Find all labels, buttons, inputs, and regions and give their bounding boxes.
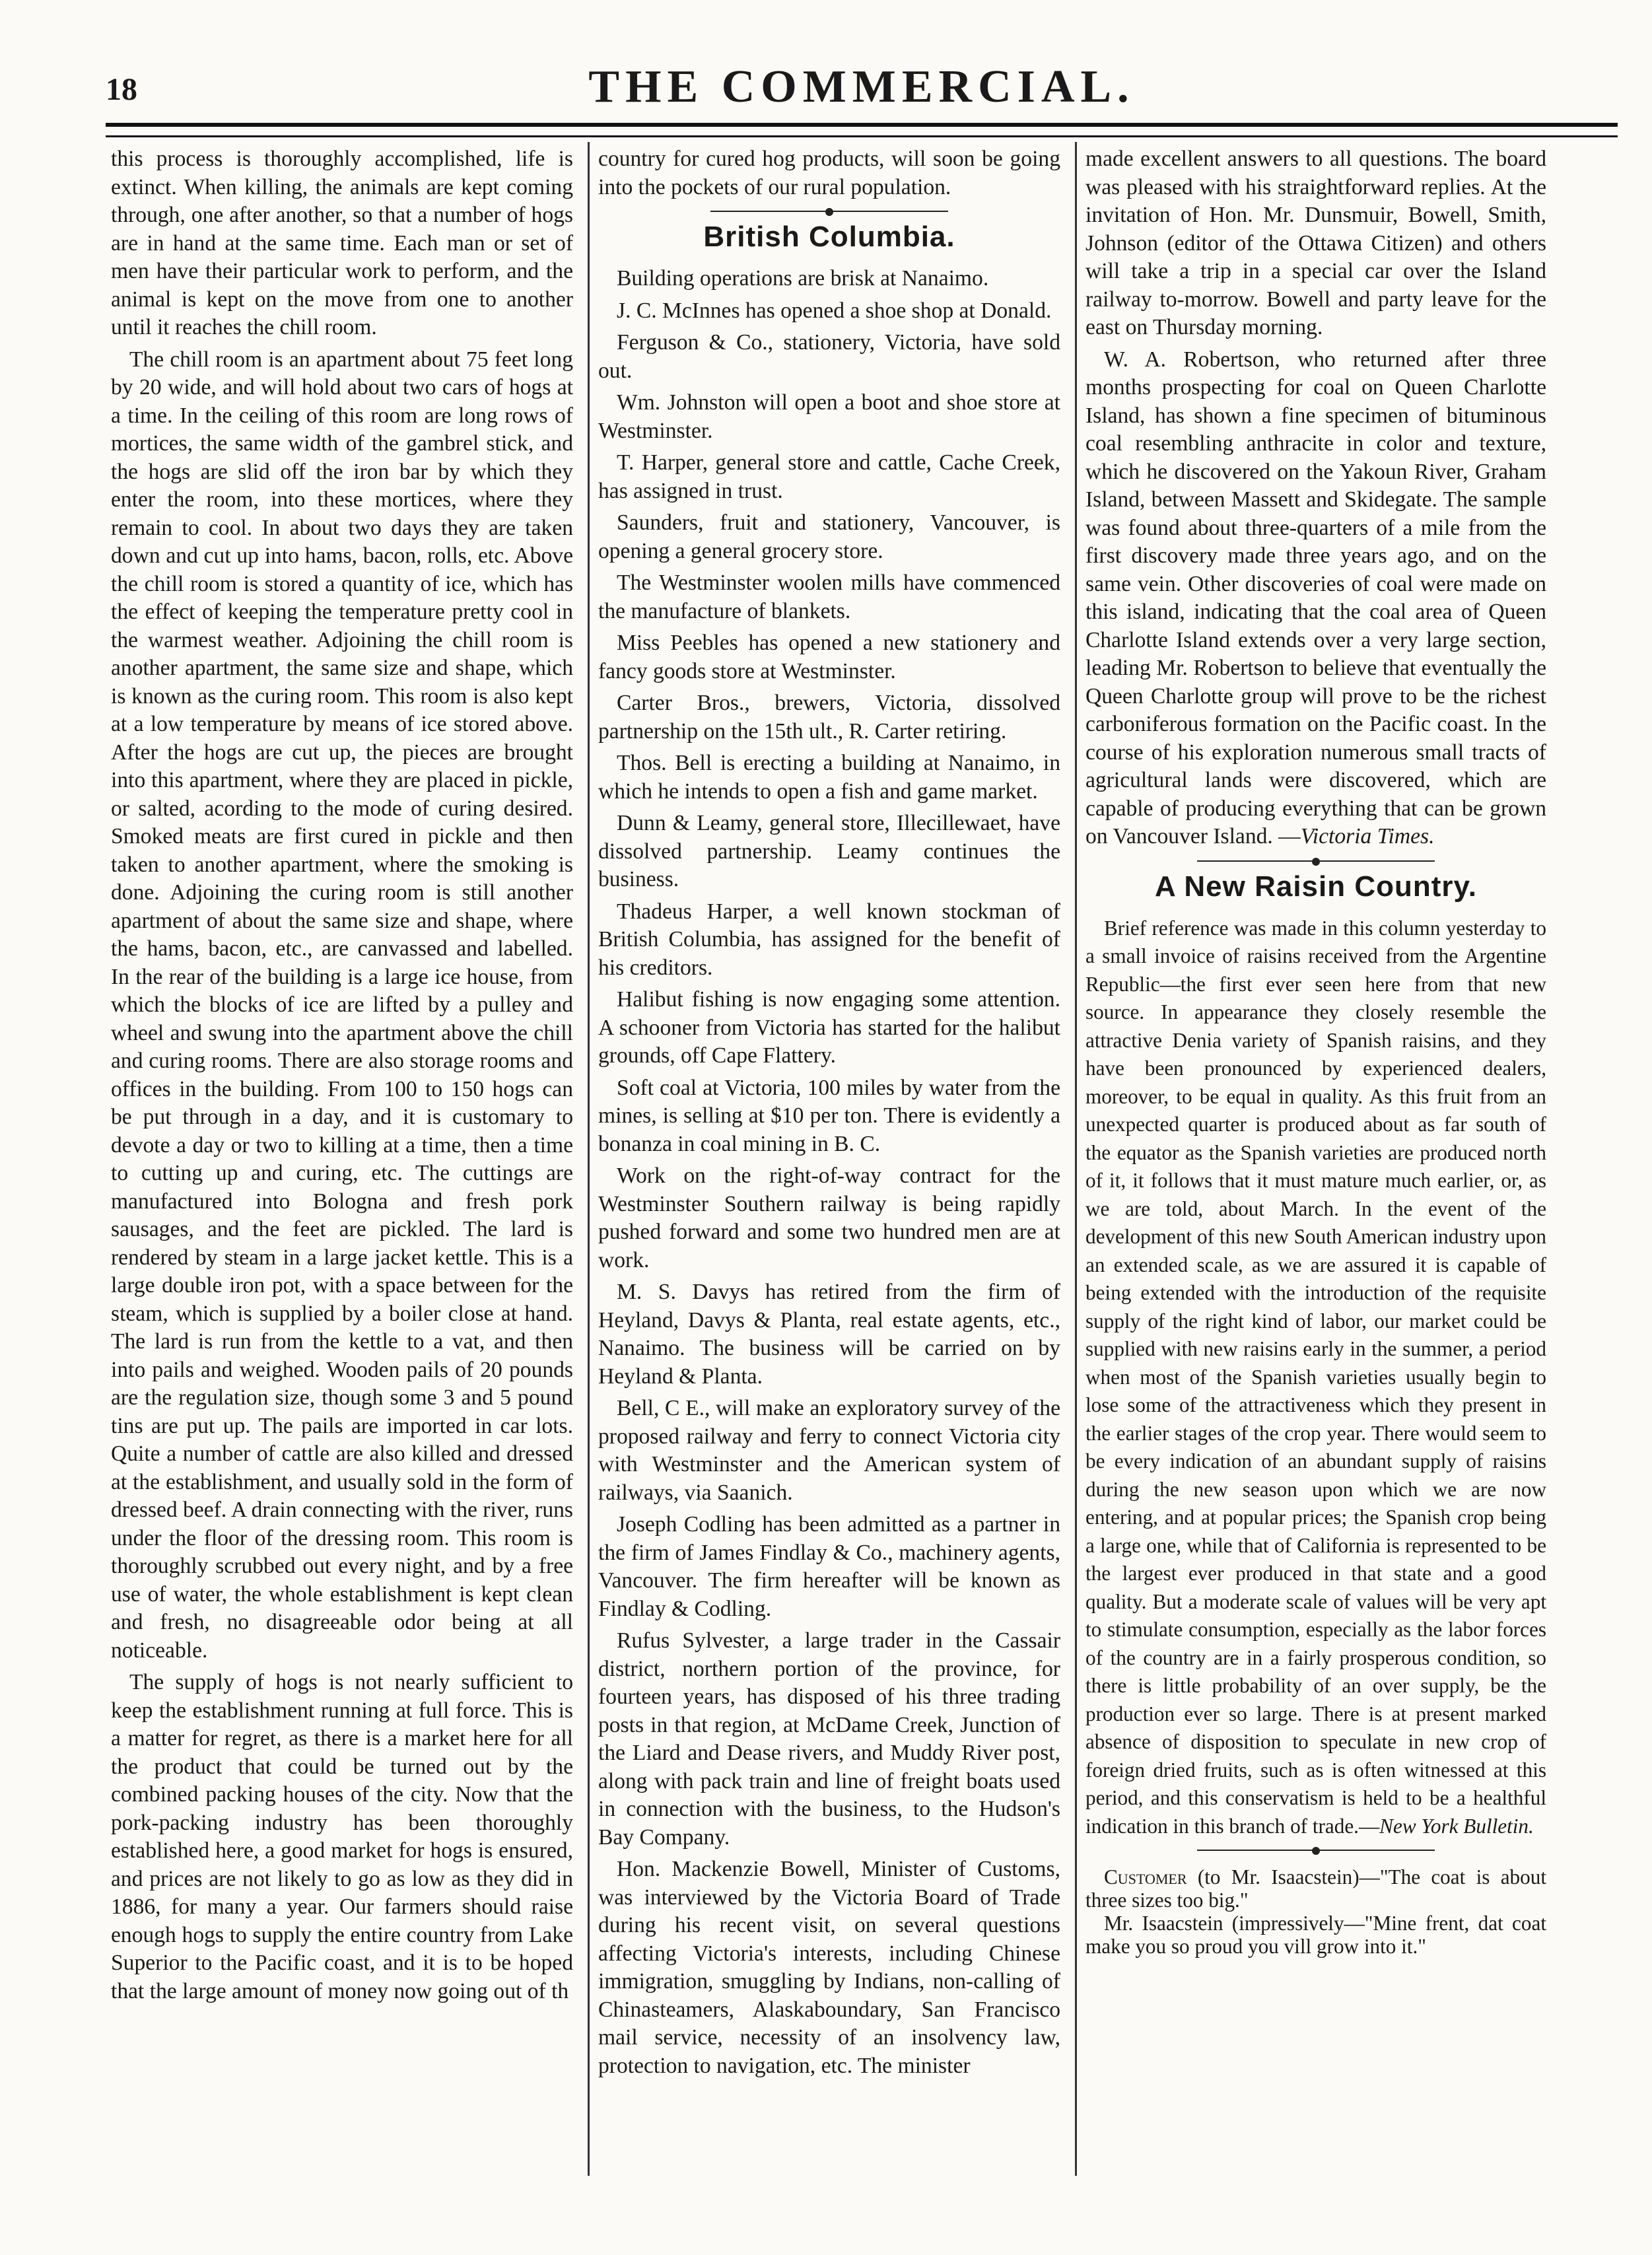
- news-item: Hon. Mackenzie Bowell, Minister of Customs, was interviewed by the Victoria Board of Trade during his recent visit, on several questions affecting Victoria's interests, including Chinese immigration, smuggling by Indians, non-calling of Chinasteamers, Alaskaboundary, San Francisco mail service, necessity of an insolvency law, protection to navigation, etc. The minister: [598, 1857, 1060, 2078]
- section-ornament: [1197, 858, 1435, 864]
- source-credit: Victoria Times.: [1300, 824, 1435, 849]
- news-item: Ferguson & Co., stationery, Victoria, have sold out.: [598, 330, 1060, 383]
- article-paragraph: The supply of hogs is not nearly sufficient to keep the establishment running at full force. This is a matter for regret, as there is a market here for all the product that could be turned out by the combined packing houses of the city. Now that the pork-packing industry has been thoroughly established here, a good market for hogs is ensured, and prices are not likely to go as low as they did in 1886, for many a year. Our farmers should raise enough hogs to supply the entire country from Lake Superior to the Pacific coast, and it is to be hoped that the large amount of money now going out of th: [111, 1670, 573, 2003]
- news-item: Carter Bros., brewers, Victoria, dissolved partnership on the 15th ult., R. Carter retiring.: [598, 691, 1060, 744]
- column-1: [111, 145, 573, 2225]
- news-item: M. S. Davys has retired from the firm of Heyland, Davys & Planta, real estate agents, etc., Nanaimo. The business will be carried on by Heyland & Planta.: [598, 1280, 1060, 1389]
- article-text: Brief reference was made in this column yesterday to a small invoice of raisins received from the Argentine Republic—the first ever seen here from that new source. In appearance they closely resemble the attractive Denia variety of Spanish raisins, and they have been pronounced by experienced dealers, moreover, to be equal in quality. As this fruit from an unexpected quarter is produced about as far south of the equator as the Spanish varieties are produced north of it, it follows that it must mature much earlier, or, as we are told, about March. In the event of the development of this new South American industry upon an extended scale, as we are assured it is capable of being extended with the introduction of the requisite supply of the right kind of labor, our market could be supplied with new raisins early in the summer, a period when most of the Spanish varieties usually begin to lose some of the attractiveness which they present in the earlier stages of the crop year. There would seem to be every indication of an abundant supply of raisins during the new season upon which we are now entering, and at popular prices; the Spanish crop being a large one, while that of California is represented to be the largest ever produced in that state and a good quality. But a moderate scale of values will be very apt to stimulate consumption, especially as the labor forces of the country are in a fairly prosperous condition, so there is little probability of an over supply, be the production ever so large. There is at present marked absence of disposition to speculate in new crop of foreign dried fruits, such as is often witnessed at this period, and this conservatism is held to be a healthful indication in this branch of trade.—: [1085, 916, 1546, 1838]
- section-heading: A New Raisin Country.: [1155, 870, 1477, 903]
- article-paragraph: [1085, 915, 1546, 1841]
- news-item: Saunders, fruit and stationery, Vancouver, is opening a general grocery store.: [598, 510, 1060, 563]
- news-item: T. Harper, general store and cattle, Cache Creek, has assigned in trust.: [598, 450, 1060, 503]
- section-heading: British Columbia.: [703, 221, 955, 253]
- page-number: 18: [106, 72, 137, 107]
- column-2: [598, 145, 1060, 2225]
- news-item: Soft coal at Victoria, 100 miles by water from the mines, is selling at $10 per ton. There is evidently a bonanza in coal mining in B. C.: [598, 1075, 1060, 1156]
- article-paragraph: this process is thoroughly accomplished, life is extinct. When killing, the animals are kept coming through, one after another, so that a number of hogs are in hand at the same time. Each man or set of men have their particular work to perform, and the animal is kept on the move from one to another until it reaches the chill room.: [111, 147, 573, 339]
- column-3: [1085, 145, 1546, 2225]
- news-item: Joseph Codling has been admitted as a partner in the firm of James Findlay & Co., machinery agents, Vancouver. The firm hereafter will be known as Findlay & Codling.: [598, 1512, 1060, 1621]
- article-text: W. A. Robertson, who returned after three months prospecting for coal on Queen Charlotte Island, has shown a fine specimen of bituminous coal resembling anthracite in color and texture, which he discovered on the Yakoun River, Graham Island, between Massett and Skidegate. The sample was found about three-quarters of a mile from the first discovery made three years ago, and on the same vein. Other discoveries of coal were made on this island, indicating that the coal area of Queen Charlotte Island extends over a very large section, leading Mr. Robertson to believe that eventually the Queen Charlotte group will prove to be the richest carboniferous formation on the Pacific coast. In the course of his exploration numerous small tracts of agricultural lands were discovered, which are capable of producing everything that can be grown on Vancouver Island. —: [1085, 347, 1546, 849]
- news-item: Dunn & Leamy, general store, Illecillewaet, have dissolved partnership. Leamy continues the business.: [598, 811, 1060, 891]
- news-item: The Westminster woolen mills have commenced the manufacture of blankets.: [598, 571, 1060, 623]
- column-divider: [1075, 142, 1077, 2176]
- masthead-title: THE COMMERCIAL.: [588, 61, 1135, 112]
- news-item: Rufus Sylvester, a large trader in the Cassair district, northern portion of the province, for fourteen years, has disposed of his three trading posts in that region, at McDame Creek, Junction of the Liard and Dease rivers, and Muddy River post, along with pack train and line of freight boats used in connection with the business, to the Hudson's Bay Company.: [598, 1628, 1060, 1850]
- anecdote: Mr. Isaacstein (impressively—"Mine frent, dat coat make you so proud you vill grow into it.": [1085, 1912, 1546, 1958]
- anecdote: [1085, 1865, 1546, 1912]
- article-paragraph: country for cured hog products, will soon be going into the pockets of our rural population.: [598, 147, 1060, 199]
- news-item: Wm. Johnston will open a boot and shoe store at Westminster.: [598, 390, 1060, 443]
- news-item: J. C. McInnes has opened a shoe shop at Donald.: [617, 298, 1052, 323]
- source-credit: New York Bulletin.: [1379, 1814, 1534, 1838]
- anecdote-speaker: Customer: [1104, 1865, 1187, 1889]
- section-ornament: [710, 208, 948, 215]
- header-rule: [106, 123, 1618, 137]
- news-item: Thos. Bell is erecting a building at Nanaimo, in which he intends to open a fish and game market.: [598, 751, 1060, 804]
- news-item: Bell, C E., will make an exploratory survey of the proposed railway and ferry to connect Victoria city with Westminster and the American system of railways, via Saanich.: [598, 1396, 1060, 1505]
- news-item: Work on the right-of-way contract for the Westminster Southern railway is being rapidly pushed forward and some two hundred men are at work.: [598, 1163, 1060, 1272]
- article-paragraph: The chill room is an apartment about 75 feet long by 20 wide, and will hold about two cars of hogs at a time. In the ceiling of this room are long rows of mortices, the same width of the gambrel stick, and the hogs are slid off the iron bar by which they enter the room, into these mortices, where they remain to cool. In about two days they are taken down and cut up into hams, bacon, rolls, etc. Above the chill room is stored a quantity of ice, which has the effect of keeping the temperature pretty cool in the warmest weather. Adjoining the chill room is another apartment, the same size and shape, which is known as the curing room. This room is also kept at a low temperature by means of ice stored above. After the hogs are cut up, the pieces are brought into this apartment, where they are placed in pickle, or salted, acording to the mode of curing desired. Smoked meats are first cured in pickle and then taken to another apartment, where the smoking is done. Adjoining the curing room is still another apartment of about the same size and shape, where the hams, bacon, etc., are canvassed and labelled. In the rear of the building is a large ice house, from which the blocks of ice are lifted by a pulley and wheel and swung into the apartment above the chill and curing rooms. There are also storage rooms and offices in the building. From 100 to 150 hogs can be put through in a day, and it is customary to devote a day or two to killing at a time, then a time to cutting up and curing, etc. The cuttings are manufactured into Bologna and fresh pork sausages, and the feet are pickled. The lard is rendered by steam in a large jacket kettle. This is a large double iron pot, with a space between for the steam, which is supplied by a boiler close at hand. The lard is run from the kettle to a vat, and then into pails and weighed. Wooden pails of 20 pounds are the regulation size, though some 3 and 5 pound tins are put up. The pails are imported in car lots. Quite a number of cattle are also killed and dressed at the establishment, and usually sold in the form of dressed beef. A drain connecting with the river, runs under the floor of the dressing room. This room is thoroughly scrubbed out every night, and by a free use of water, the whole establishment is kept clean and fresh, no disagreeable odor being at all noticeable.: [111, 347, 573, 1663]
- news-item: Thadeus Harper, a well known stockman of British Columbia, has assigned for the benefit of his creditors.: [598, 899, 1060, 980]
- news-item: Miss Peebles has opened a new stationery and fancy goods store at Westminster.: [598, 631, 1060, 683]
- page-header: [106, 58, 1618, 124]
- news-item: Building operations are brisk at Nanaimo.: [617, 266, 989, 291]
- column-divider: [588, 142, 590, 2176]
- news-item: Halibut fishing is now engaging some attention. A schooner from Victoria has started for the halibut grounds, off Cape Flattery.: [598, 987, 1060, 1068]
- section-ornament: [1197, 1847, 1435, 1854]
- anecdote-text: (to Mr. Isaacstein)—"The coat is about three sizes too big.": [1085, 1865, 1546, 1912]
- article-paragraph: made excellent answers to all questions. The board was pleased with his straightforward replies. At the invitation of Hon. Mr. Dunsmuir, Bowell, Smith, Johnson (editor of the Ottawa Citizen) and others will take a trip in a special car over the Island railway to-morrow. Bowell and party leave for the east on Thursday morning.: [1085, 147, 1546, 339]
- article-paragraph: [1085, 346, 1546, 851]
